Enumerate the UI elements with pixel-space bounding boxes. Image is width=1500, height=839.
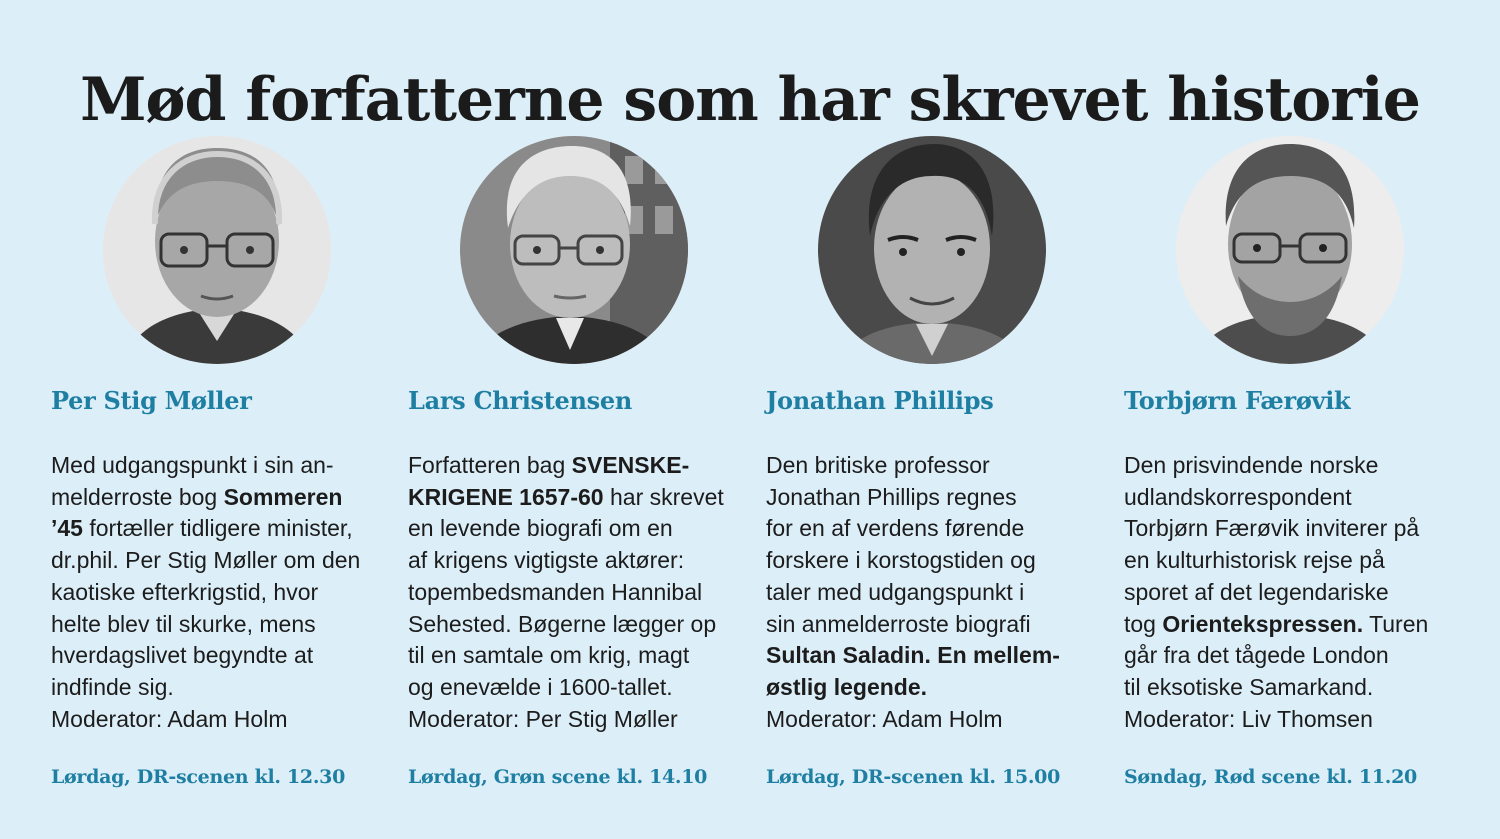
description-text: går fra det tågede London (1124, 642, 1389, 669)
author-description (1124, 450, 1464, 735)
description-line (766, 577, 1106, 609)
description-line (766, 609, 1106, 641)
description-line (408, 672, 748, 704)
description-line (1124, 482, 1464, 514)
schedule-time: Lørdag, DR-scenen kl. 12.30 (51, 766, 345, 788)
description-line (51, 545, 391, 577)
description-text: Den britiske professor (766, 452, 990, 478)
page-title: Mød forfatterne som har skrevet historie (80, 65, 1420, 136)
portrait-photo (1176, 136, 1404, 364)
description-text: melderroste bog (51, 483, 224, 510)
description-line (408, 513, 748, 545)
description-text: til en samtale om krig, magt (408, 642, 690, 669)
author-portrait-per-stig-moller (103, 136, 331, 364)
description-text: Den prisvindende norske (1124, 452, 1379, 478)
author-portrait-torbjorn-faerovik (1176, 136, 1404, 364)
description-line (1124, 577, 1464, 609)
description-line (766, 672, 1106, 704)
description-line (766, 704, 1106, 736)
description-line (408, 640, 748, 672)
description-line (1124, 672, 1464, 704)
description-text: sporet af det legendariske (1124, 578, 1389, 605)
description-text: sin anmelderroste biografi (766, 610, 1031, 637)
portrait-photo (460, 136, 688, 364)
description-line (51, 513, 391, 545)
description-line (1124, 609, 1464, 641)
author-description (766, 450, 1106, 735)
description-text: taler med udgangspunkt i (766, 578, 1025, 605)
author-description (51, 450, 391, 735)
description-text: fortæller tidligere minister, (82, 515, 353, 542)
description-line (408, 609, 748, 641)
description-line (1124, 545, 1464, 577)
description-text: Moderator: Adam Holm (766, 705, 1003, 732)
description-line (1124, 640, 1464, 672)
description-text: tog (1124, 610, 1163, 637)
portrait-photo (103, 136, 331, 364)
description-text: Forfatteren bag (408, 452, 572, 478)
description-line (408, 577, 748, 609)
description-line (51, 640, 391, 672)
description-text: en kulturhistorisk rejse på (1124, 547, 1385, 574)
description-bold-text: østlig legende. (766, 673, 928, 700)
description-text: kaotiske efterkrigstid, hvor (51, 578, 319, 605)
author-portrait-jonathan-phillips (818, 136, 1046, 364)
description-line (51, 450, 391, 482)
author-name: Lars Christensen (408, 386, 632, 415)
description-line (51, 577, 391, 609)
portrait-photo (818, 136, 1046, 364)
description-text: en levende biografi om en (408, 515, 673, 542)
description-text: helte blev til skurke, mens (51, 610, 316, 637)
author-portrait-lars-christensen (460, 136, 688, 364)
description-text: Moderator: Adam Holm (51, 705, 288, 732)
description-bold-text: Sommeren (223, 483, 343, 510)
description-text: hverdagslivet begyndte at (51, 642, 314, 669)
description-bold-text: ’45 (51, 515, 83, 542)
description-line (766, 545, 1106, 577)
description-bold-text: Sultan Saladin. En mellem- (766, 642, 1060, 669)
author-name: Torbjørn Færøvik (1124, 386, 1351, 415)
author-name: Jonathan Phillips (766, 386, 994, 415)
description-text: forskere i korstogstiden og (766, 547, 1036, 574)
description-text: Sehested. Bøgerne lægger op (408, 610, 717, 637)
description-text: Moderator: Liv Thomsen (1124, 705, 1373, 732)
description-bold-text: KRIGENE 1657-60 (408, 483, 604, 510)
description-text: og enevælde i 1600-tallet. (408, 673, 673, 700)
schedule-time: Lørdag, DR-scenen kl. 15.00 (766, 766, 1060, 788)
description-line (51, 704, 391, 736)
description-text: udlandskorrespondent (1124, 483, 1352, 510)
description-text: til eksotiske Samarkand. (1124, 673, 1374, 700)
description-text: Med udgangspunkt i sin an- (51, 452, 334, 478)
description-text: af krigens vigtigste aktører: (408, 547, 685, 574)
description-text: topembedsmanden Hannibal (408, 578, 703, 605)
description-text: indfinde sig. (51, 673, 174, 700)
schedule-time: Søndag, Rød scene kl. 11.20 (1124, 766, 1417, 788)
description-line (766, 513, 1106, 545)
description-bold-text: SVENSKE- (571, 452, 690, 478)
description-text: dr.phil. Per Stig Møller om den (51, 547, 361, 574)
description-line (408, 704, 748, 736)
author-description (408, 450, 748, 735)
description-line (51, 672, 391, 704)
author-name: Per Stig Møller (51, 386, 252, 415)
description-text: Turen (1363, 610, 1429, 637)
description-text: Moderator: Per Stig Møller (408, 705, 678, 732)
description-bold-text: Orientekspressen. (1162, 610, 1364, 637)
description-text: for en af verdens førende (766, 515, 1025, 542)
description-line (1124, 450, 1464, 482)
description-text: Torbjørn Færøvik inviterer på (1124, 515, 1420, 542)
description-line (408, 545, 748, 577)
description-line (766, 640, 1106, 672)
description-line (1124, 704, 1464, 736)
description-line (51, 609, 391, 641)
description-text: har skrevet (603, 483, 724, 510)
description-line (1124, 513, 1464, 545)
description-line (408, 482, 748, 514)
description-line (51, 482, 391, 514)
description-line (408, 450, 748, 482)
description-line (766, 450, 1106, 482)
description-line (766, 482, 1106, 514)
schedule-time: Lørdag, Grøn scene kl. 14.10 (408, 766, 708, 788)
description-text: Jonathan Phillips regnes (766, 483, 1017, 510)
